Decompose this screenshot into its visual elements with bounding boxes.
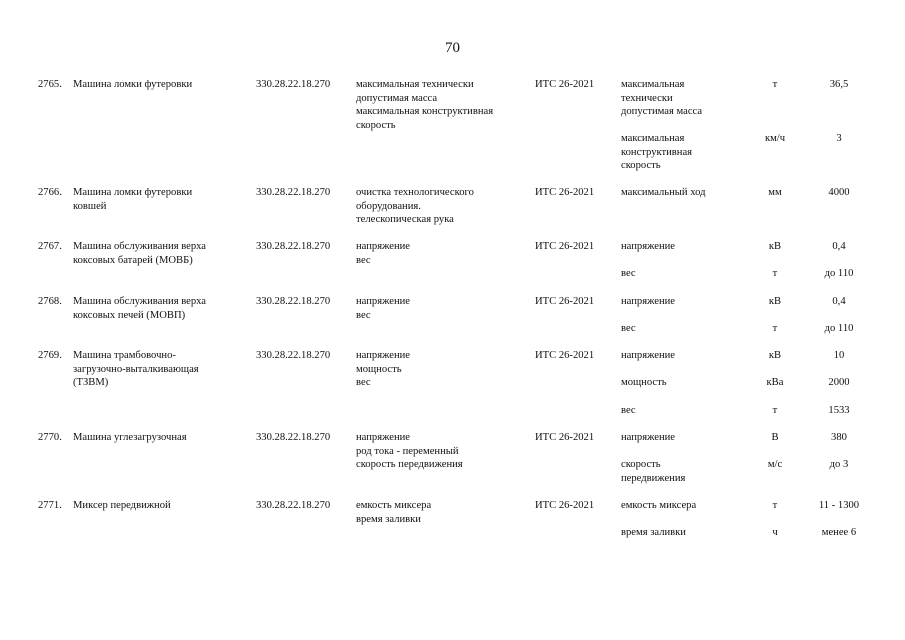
entry-name — [73, 295, 206, 322]
entry-code: 330.28.22.18.270 — [256, 432, 331, 443]
param-name-line: конструктивная — [621, 146, 693, 158]
entry-description — [356, 349, 410, 390]
entry-name — [73, 349, 199, 390]
entry-standard: ИТС 26-2021 — [535, 241, 595, 252]
entry-name-line: коксовых батарей (МОВБ) — [73, 254, 193, 266]
param-name-line: вес — [621, 268, 636, 279]
entry-standard: ИТС 26-2021 — [535, 500, 595, 511]
param-name — [621, 499, 696, 513]
param-unit: мм — [768, 187, 782, 198]
param-name — [621, 132, 692, 173]
param-unit: км/ч — [764, 133, 786, 144]
param-name — [621, 295, 675, 309]
param-name-line: время заливки — [621, 527, 686, 538]
entry-code: 330.28.22.18.270 — [256, 241, 331, 252]
param-name-line: напряжение — [621, 432, 675, 443]
param-value: 11 - 1300 — [818, 500, 860, 511]
entry-number: 2770. — [38, 432, 62, 443]
entry-name-line: Машина углезагрузочная — [73, 432, 187, 443]
entry-number: 2766. — [38, 187, 62, 198]
param-name-line: вес — [621, 323, 636, 334]
entry-standard: ИТС 26-2021 — [535, 432, 595, 443]
entry-number: 2765. — [38, 79, 62, 90]
param-unit: ч — [772, 527, 778, 538]
param-name-line: технически — [621, 92, 673, 104]
entry-description-line: вес — [356, 309, 371, 321]
param-unit: т — [772, 268, 778, 279]
entry-code: 330.28.22.18.270 — [256, 187, 331, 198]
param-unit: кВ — [768, 350, 782, 361]
param-value: 10 — [833, 350, 845, 361]
entry-standard: ИТС 26-2021 — [535, 187, 595, 198]
entry-name-line: (ТЗВМ) — [73, 377, 109, 388]
param-value: 3 — [836, 133, 842, 144]
entry-number: 2768. — [38, 296, 62, 307]
entry-description-line: максимальная конструктивная — [356, 106, 494, 117]
param-name — [621, 526, 686, 540]
entry-description-line: напряжение — [356, 241, 410, 252]
param-name-line: напряжение — [621, 241, 675, 252]
entry-name — [73, 186, 192, 213]
entry-description-line: мощность — [356, 363, 402, 375]
param-name-line: вес — [621, 405, 636, 416]
param-unit: т — [772, 323, 778, 334]
param-name — [621, 240, 675, 254]
param-unit: т — [772, 405, 778, 416]
param-name — [621, 376, 667, 390]
entry-name-line: ковшей — [73, 200, 107, 212]
param-name — [621, 322, 636, 336]
entry-name-line: Машина ломки футеровки — [73, 79, 193, 90]
param-name-line: максимальный ход — [621, 187, 706, 198]
entry-description-line: вес — [356, 377, 371, 388]
entry-description-line: время заливки — [356, 513, 421, 525]
entry-description-line: допустимая масса — [356, 92, 438, 104]
entry-description — [356, 186, 474, 227]
entry-standard: ИТС 26-2021 — [535, 296, 595, 307]
page-number: 70 — [445, 40, 460, 56]
param-name-line: емкость миксера — [621, 500, 697, 511]
entry-name-line: Машина обслуживания верха — [73, 241, 207, 252]
param-value: 1533 — [828, 405, 850, 416]
entry-description-line: род тока - переменный — [356, 445, 459, 457]
param-name-line: напряжение — [621, 350, 675, 361]
entry-description-line: напряжение — [356, 350, 410, 361]
entry-description-line: телескопическая рука — [356, 214, 454, 225]
entry-code: 330.28.22.18.270 — [256, 500, 331, 511]
entry-number: 2771. — [38, 500, 62, 511]
entry-description-line: вес — [356, 254, 371, 266]
entry-name-line: Миксер передвижной — [73, 500, 171, 511]
param-value: до 3 — [829, 459, 849, 470]
param-name — [621, 349, 675, 363]
param-value: 0,4 — [832, 241, 846, 252]
param-unit: т — [772, 500, 778, 511]
param-name-line: максимальная — [621, 79, 685, 90]
param-unit: кВ — [768, 241, 782, 252]
entry-name-line: загрузочно-выталкивающая — [73, 363, 199, 375]
entry-name-line: коксовых печей (МОВП) — [73, 309, 186, 321]
param-name-line: скорость — [621, 160, 661, 171]
param-name-line: передвижения — [621, 472, 686, 484]
entry-description — [356, 431, 463, 472]
entry-standard: ИТС 26-2021 — [535, 79, 595, 90]
param-unit: кВа — [766, 377, 784, 388]
entry-name — [73, 240, 206, 267]
entry-description — [356, 240, 410, 267]
entry-name — [73, 499, 171, 513]
entry-description-line: емкость миксера — [356, 500, 432, 511]
entry-description-line: напряжение — [356, 432, 410, 443]
entry-description-line: максимальная технически — [356, 79, 474, 90]
param-name — [621, 431, 675, 445]
entry-code: 330.28.22.18.270 — [256, 79, 331, 90]
entry-description-line: скорость — [356, 119, 396, 131]
param-name — [621, 404, 636, 418]
entry-code: 330.28.22.18.270 — [256, 350, 331, 361]
entry-description — [356, 295, 410, 322]
entry-name-line: Машина обслуживания верха — [73, 296, 207, 307]
entry-name — [73, 431, 187, 445]
param-value: 2000 — [828, 377, 850, 388]
entry-description-line: оборудования. — [356, 200, 421, 212]
param-name-line: напряжение — [621, 296, 675, 307]
param-unit: м/с — [767, 459, 783, 470]
entry-description-line: скорость передвижения — [356, 459, 463, 470]
param-name — [621, 458, 685, 485]
param-unit: кВ — [768, 296, 782, 307]
param-value: 4000 — [828, 187, 850, 198]
param-unit: т — [772, 79, 778, 90]
param-value: 0,4 — [832, 296, 846, 307]
entry-description — [356, 499, 431, 526]
entry-number: 2767. — [38, 241, 62, 252]
param-name — [621, 186, 706, 200]
entry-description — [356, 78, 493, 132]
param-name — [621, 78, 702, 119]
param-value: 36,5 — [829, 79, 849, 90]
entry-name — [73, 78, 192, 92]
param-name — [621, 267, 636, 281]
param-name-line: допустимая масса — [621, 106, 703, 117]
param-value: до 110 — [824, 268, 854, 279]
param-unit: В — [771, 432, 779, 443]
entry-code: 330.28.22.18.270 — [256, 296, 331, 307]
entry-description-line: напряжение — [356, 296, 410, 307]
param-value: менее 6 — [821, 527, 857, 538]
entry-number: 2769. — [38, 350, 62, 361]
entry-name-line: Машина ломки футеровки — [73, 187, 193, 198]
entry-standard: ИТС 26-2021 — [535, 350, 595, 361]
entry-name-line: Машина трамбовочно- — [73, 350, 176, 361]
param-name-line: максимальная — [621, 133, 685, 144]
param-name-line: мощность — [621, 377, 667, 388]
param-value: 380 — [831, 432, 847, 443]
param-value: до 110 — [824, 323, 854, 334]
entry-description-line: очистка технологического — [356, 187, 474, 198]
param-name-line: скорость — [621, 459, 661, 470]
